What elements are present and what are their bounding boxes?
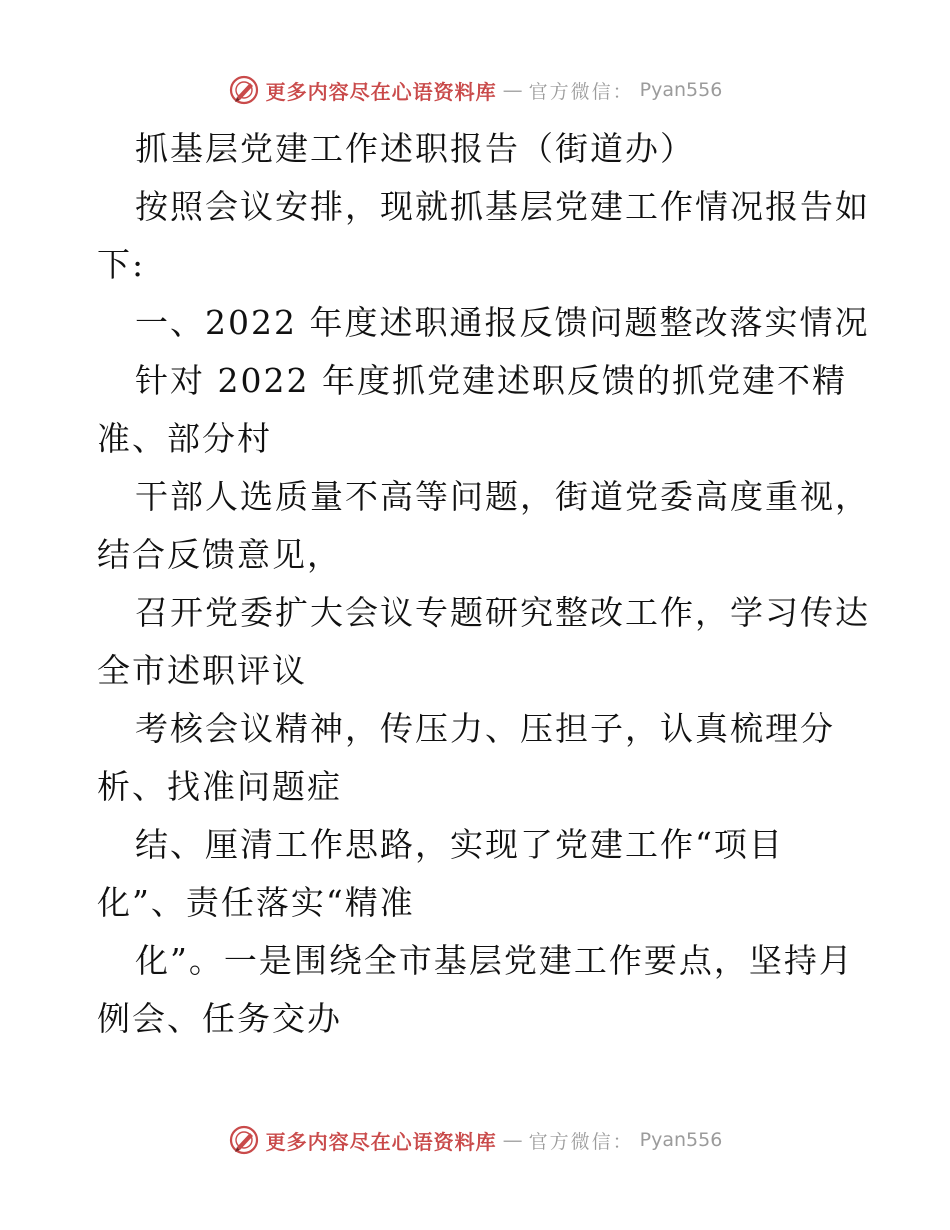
paragraph-line: 下: bbox=[97, 245, 146, 284]
paragraph-line: 考核会议精神，传压力、压担子，认真梳理分 bbox=[135, 709, 835, 748]
document-body bbox=[97, 120, 870, 1048]
header-banner bbox=[0, 70, 950, 110]
paragraph-line: 化”、责任落实“精准 bbox=[97, 883, 415, 922]
banner-wechat-label: 官方微信： bbox=[528, 80, 634, 103]
footer-banner bbox=[0, 1120, 950, 1160]
banner-dash: — bbox=[502, 78, 523, 102]
paragraph-line: 抓基层党建工作述职报告（街道办） bbox=[135, 129, 695, 168]
paragraph-line: 按照会议安排，现就抓基层党建工作情况报告如 bbox=[135, 187, 870, 226]
banner-wechat-id: Pyan556 bbox=[639, 79, 723, 101]
banner-wechat-id: Pyan556 bbox=[639, 1129, 723, 1151]
paragraph-line: 召开党委扩大会议专题研究整改工作，学习传达 bbox=[135, 593, 870, 632]
paragraph-line: 一、2022 年度述职通报反馈问题整改落实情况 bbox=[135, 303, 870, 342]
pen-logo-icon bbox=[228, 1124, 260, 1156]
paragraph-line: 析、找准问题症 bbox=[97, 767, 342, 806]
banner-dash: — bbox=[502, 1128, 523, 1152]
banner-text: 更多内容尽在心语资料库 bbox=[265, 79, 497, 104]
paragraph-line: 干部人选质量不高等问题，街道党委高度重视， bbox=[135, 477, 870, 516]
banner-text: 更多内容尽在心语资料库 bbox=[265, 1129, 497, 1154]
banner-wechat-label: 官方微信： bbox=[528, 1130, 634, 1153]
paragraph-line: 化”。一是围绕全市基层党建工作要点，坚持月 bbox=[135, 941, 854, 980]
paragraph-line: 全市述职评议 bbox=[97, 651, 307, 690]
paragraph-line: 准、部分村 bbox=[97, 419, 272, 458]
paragraph-line: 结、厘清工作思路，实现了党建工作“项目 bbox=[135, 825, 784, 864]
paragraph-line: 针对 2022 年度抓党建述职反馈的抓党建不精 bbox=[135, 361, 847, 400]
pen-logo-icon bbox=[228, 74, 260, 106]
paragraph-line: 结合反馈意见， bbox=[97, 535, 342, 574]
paragraph-line: 例会、任务交办 bbox=[97, 999, 342, 1038]
